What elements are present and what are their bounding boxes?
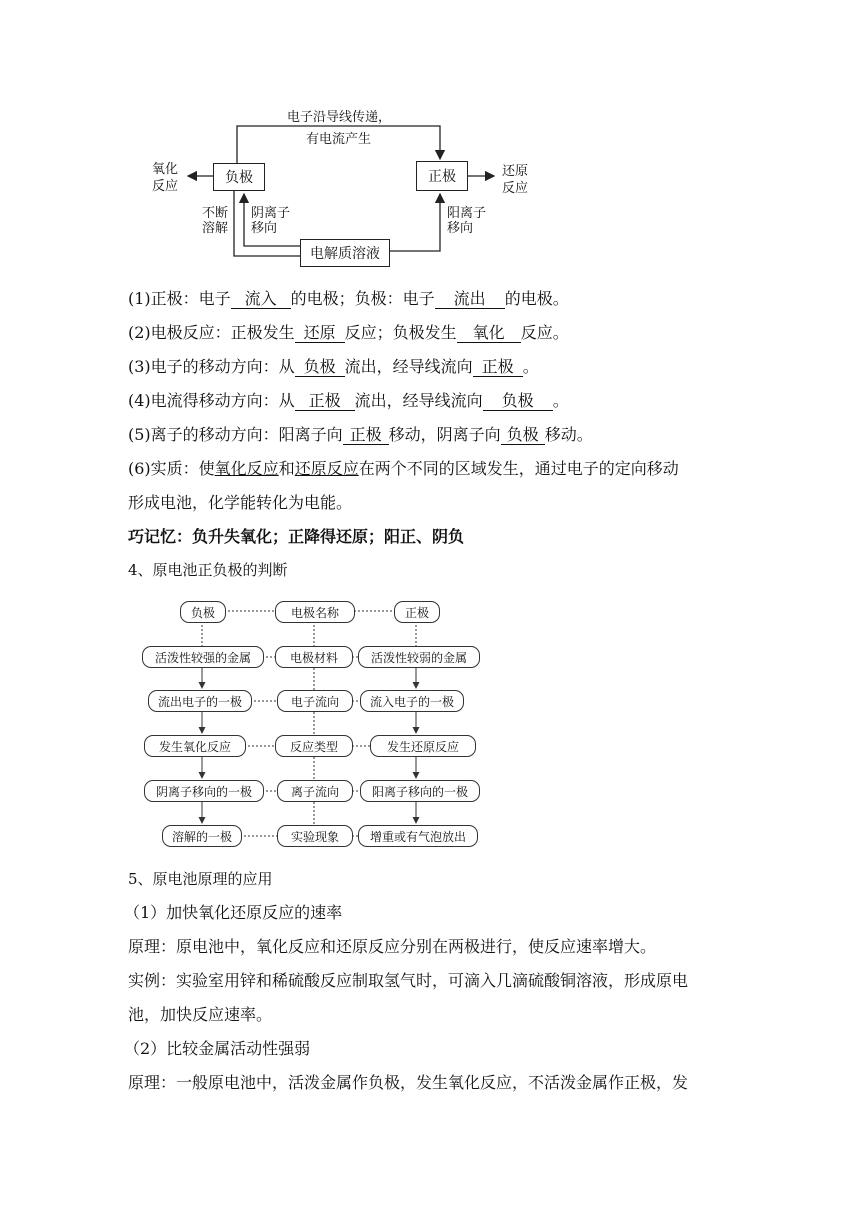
negative-electrode-box: 负极 (213, 163, 265, 191)
node-reaction-type: 反应类型 (275, 735, 353, 757)
diagram-connectors (140, 596, 485, 852)
underlined-term: 氧化反应 (214, 459, 279, 478)
blank-answer: 流出 (435, 290, 505, 309)
anion-label-1: 阴离子 (251, 206, 291, 221)
node-electron-out: 流出电子的一极 (148, 690, 252, 712)
item-5: (5)离子的移动方向：阳离子向 正极 移动，阴离子向 负极 移动。 (128, 425, 593, 444)
item-4: (4)电流得移动方向：从 正极 流出，经导线流向 负极 。 (128, 391, 569, 410)
blank-answer: 流入 (231, 290, 291, 309)
example-1-line-1: 实例：实验室用锌和稀硫酸反应制取氢气时，可滴入几滴硫酸铜溶液，形成原电 (128, 971, 689, 990)
dissolve-label-1: 不断 (202, 206, 229, 221)
electrolyte-box: 电解质溶液 (300, 239, 390, 267)
node-anion-target: 阴离子移向的一极 (144, 780, 264, 802)
section-4-heading: 4、原电池正负极的判断 (128, 561, 288, 579)
node-reduction: 发生还原反应 (370, 735, 476, 757)
blank-answer: 负极 (483, 392, 553, 411)
underlined-term: 还原反应 (294, 459, 359, 478)
principle-1: 原理：原电池中，氧化反应和还原反应分别在两极进行，使反应速率增大。 (128, 937, 657, 956)
blank-answer: 正极 (473, 358, 523, 377)
electrode-judgment-diagram (140, 596, 485, 852)
item-6-continued: 形成电池，化学能转化为电能。 (128, 493, 353, 512)
blank-answer: 氧化 (457, 324, 521, 343)
dissolve-label-2: 溶解 (202, 221, 229, 236)
item-1: (1)正极：电子 流入 的电极；负极：电子 流出 的电极。 (128, 289, 569, 308)
node-electron-flow: 电子流向 (277, 690, 353, 712)
node-cation-target: 阳离子移向的一极 (360, 780, 480, 802)
blank-answer: 还原 (295, 324, 345, 343)
node-phenomenon: 实验现象 (277, 825, 353, 847)
subsection-2: （2）比较金属活动性强弱 (124, 1039, 311, 1058)
reduction-label-2: 反应 (502, 181, 529, 196)
oxidation-label-2: 反应 (152, 179, 179, 194)
oxidation-label-1: 氧化 (152, 162, 179, 177)
subsection-1: （1）加快氧化还原反应的速率 (124, 903, 343, 922)
principle-2: 原理：一般原电池中，活泼金属作负极，发生氧化反应，不活泼金属作正极，发 (128, 1073, 689, 1092)
blank-answer: 正极 (295, 392, 355, 411)
wire-label-line2: 有电流产生 (306, 132, 372, 147)
node-negative: 负极 (180, 601, 226, 623)
section-5-heading: 5、原电池原理的应用 (128, 870, 273, 888)
blank-answer: 负极 (501, 426, 545, 445)
node-dissolving: 溶解的一极 (162, 825, 242, 847)
item-3: (3)电子的移动方向：从 负极 流出，经导线流向 正极 。 (128, 357, 539, 376)
node-electrode-material: 电极材料 (275, 646, 353, 668)
node-more-active-metal: 活泼性较强的金属 (142, 646, 264, 668)
positive-electrode-box: 正极 (416, 161, 468, 191)
cation-label-1: 阳离子 (447, 206, 487, 221)
galvanic-cell-diagram (148, 104, 538, 272)
cation-label-2: 移向 (447, 221, 474, 236)
example-1-line-2: 池，加快反应速率。 (128, 1005, 273, 1024)
blank-answer: 负极 (295, 358, 345, 377)
node-oxidation: 发生氧化反应 (144, 735, 246, 757)
node-mass-gain-bubbles: 增重或有气泡放出 (358, 825, 478, 847)
reduction-label-1: 还原 (502, 164, 529, 179)
node-positive: 正极 (394, 601, 440, 623)
node-less-active-metal: 活泼性较弱的金属 (358, 646, 480, 668)
wire-label-line1: 电子沿导线传递， (287, 110, 392, 125)
anion-label-2: 移向 (251, 221, 278, 236)
node-electrode-name: 电极名称 (275, 601, 355, 623)
item-6: (6)实质：使氧化反应和还原反应在两个不同的区域发生，通过电子的定向移动 (128, 459, 679, 478)
node-ion-flow: 离子流向 (277, 780, 353, 802)
node-electron-in: 流入电子的一极 (360, 690, 464, 712)
item-2: (2)电极反应：正极发生 还原 反应；负极发生 氧化 反应。 (128, 323, 569, 342)
mnemonic: 巧记忆：负升失氧化；正降得还原；阳正、阴负 (128, 527, 465, 546)
blank-answer: 正极 (343, 426, 389, 445)
